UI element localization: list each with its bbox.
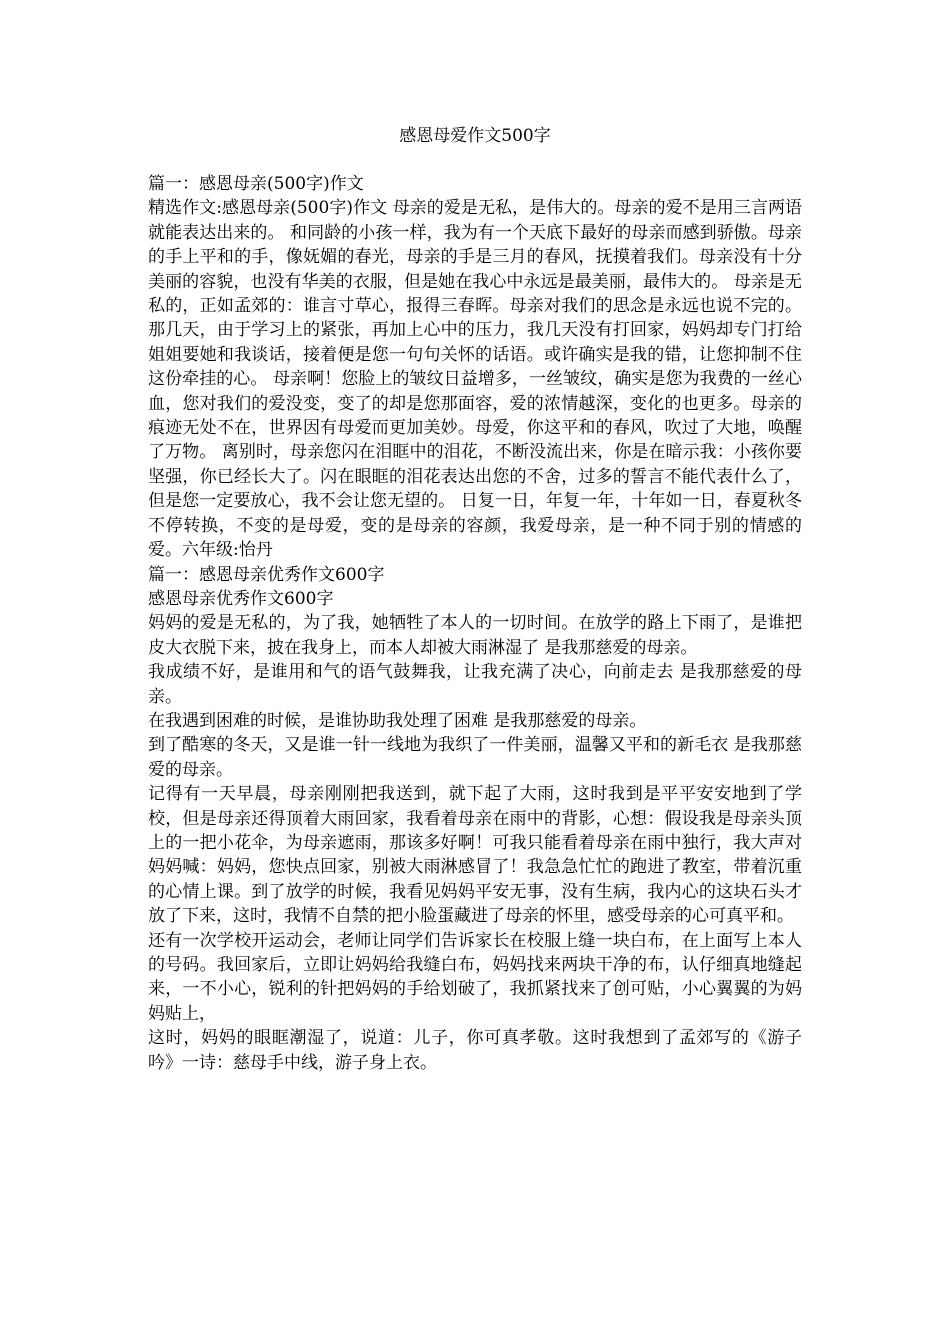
body-paragraph: 到了酷寒的冬天，又是谁一针一线地为我织了一件美丽，温馨又平和的新毛衣 是我那慈爱的母亲。 [148, 735, 802, 780]
section-subheading: 感恩母亲优秀作文600字 [148, 588, 334, 609]
body-paragraph: 我成绩不好，是谁用和气的语气鼓舞我，让我充满了决心，向前走去 是我那慈爱的母亲。 [148, 662, 802, 707]
body-paragraph: 妈妈的爱是无私的，为了我，她牺牲了本人的一切时间。在放学的路上下雨了，是谁把皮大衣脱下来，披在我身上，而本人却被大雨淋湿了 是我那慈爱的母亲。 [148, 613, 802, 658]
document-title: 感恩母爱作文500字 [399, 126, 551, 146]
body-paragraph: 还有一次学校开运动会，老师让同学们告诉家长在校服上缝一块白布，在上面写上本人的号码。我回家后，立即让妈妈给我缝白布，妈妈找来两块干净的布，认仔细真地缝起来，一不小心，锐利的针把妈妈的手给划破了，我抓紧找来了创可贴，小心翼翼的为妈妈贴上， [148, 930, 802, 1024]
section-heading: 篇一：感恩母亲优秀作文600字 [148, 564, 385, 585]
body-paragraph: 在我遇到困难的时候，是谁协助我处理了困难 是我那慈爱的母亲。 [148, 710, 647, 731]
document-body [148, 172, 802, 1075]
body-paragraph: 这时，妈妈的眼眶潮湿了，说道：儿子，你可真孝敬。这时我想到了孟郊写的《游子吟》一诗：慈母手中线，游子身上衣。 [148, 1028, 802, 1073]
body-paragraph: 记得有一天早晨，母亲刚刚把我送到，就下起了大雨，这时我到是平平安安地到了学校，但是母亲还得顶着大雨回家，我看着母亲在雨中的背影，心想：假设我是母亲头顶上的一把小花伞，为母亲遮雨，那该多好啊！可我只能看着母亲在雨中独行，我大声对妈妈喊：妈妈，您快点回家，别被大雨淋感冒了！我急急忙忙的跑进了教室，带着沉重的心情上课。到了放学的时候，我看见妈妈平安无事，没有生病，我内心的这块石头才放了下来，这时，我情不自禁的把小脸蛋藏进了母亲的怀里，感受母亲的心可真平和。 [148, 784, 802, 927]
section-heading: 篇一：感恩母亲(500字)作文 [148, 174, 364, 194]
body-paragraph: 精选作文:感恩母亲(500字)作文 母亲的爱是无私，是伟大的。母亲的爱不是用三言两语就能表达出来的。 和同龄的小孩一样，我为有一个天底下最好的母亲而感到骄傲。母亲的手上平和的手，像妩媚的春光，母亲的手是三月的春风，抚摸着我们。母亲没有十分美丽的容貌，也没有华美的衣服，但是她在我心中永远是最美丽，最伟大的。 母亲是无私的，正如孟郊的：谁言寸草心，报得三春晖。母亲对我们的思念是永远也说不完的。那几天，由于学习上的紧张，再加上心中的压力，我几天没有打回家，妈妈却专门打给姐姐要她和我谈话，接着便是您一句句关怀的话语。或许确实是我的错，让您抑制不住这份牵挂的心。 母亲啊！您脸上的皱纹日益增多，一丝皱纹，确实是您为我费的一丝心血，您对我们的爱没变，变了的却是您那面容，爱的浓情越深，变化的也更多。母亲的痕迹无处不在，世界因有母爱而更加美妙。母爱，你这平和的春风，吹过了大地，唤醒了万物。 离别时，母亲您闪在泪眶中的泪花，不断没流出来，你是在暗示我：小孩你要坚强，你已经长大了。闪在眼眶的泪花表达出您的不舍，过多的誓言不能代表什么了，但是您一定要放心，我不会让您无望的。 日复一日，年复一年，十年如一日，春夏秋冬不停转换，不变的是母爱，变的是母亲的容颜，我爱母亲，是一种不同于别的情感的爱。六年级:怡丹 [148, 198, 802, 561]
